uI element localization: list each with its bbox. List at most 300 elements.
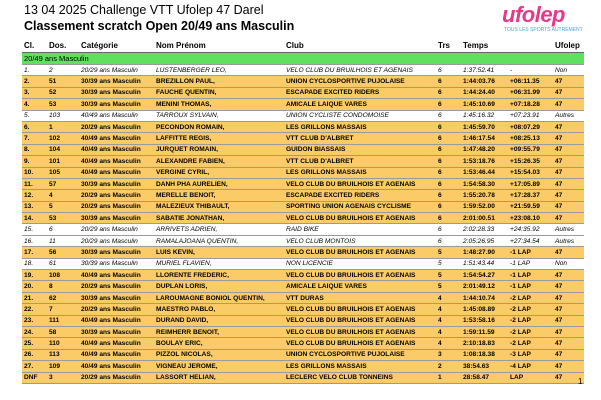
- cell-club: ESCAPADE EXCITED RIDERS: [284, 190, 436, 201]
- cell-name: BREZILLON PAUL,: [154, 76, 284, 87]
- cell-category: 20/29 ans Masculin: [79, 281, 154, 292]
- cell-time: 1:47:48.20: [461, 144, 508, 155]
- cell-laps: 6: [436, 178, 461, 189]
- col-ecart-header: [508, 39, 553, 53]
- cell-time: 1:53:18.76: [461, 156, 508, 167]
- cell-name: VERGINE CYRIL,: [154, 167, 284, 178]
- cell-bib: 7: [47, 304, 79, 315]
- cell-category: 20/29 ans Masculin: [79, 224, 154, 235]
- cell-club: VELO CLUB DU BRUILHOIS ET AGENAIS: [284, 247, 436, 258]
- cell-rank: 5.: [22, 110, 47, 121]
- cell-bib: 53: [47, 99, 79, 110]
- cell-rank: 26.: [22, 349, 47, 360]
- page-number: 1: [578, 377, 583, 386]
- cell-bib: 113: [47, 349, 79, 360]
- cell-category: 20/29 ans Masculin: [79, 304, 154, 315]
- cell-bib: 56: [47, 247, 79, 258]
- cell-club: VELO CLUB DU BRUILHOIS ET AGENAIS: [284, 338, 436, 349]
- cell-name: MURIEL FLAVIEN,: [154, 258, 284, 269]
- col-trs-header: Trs: [436, 39, 461, 53]
- cell-gap: +06:11.35: [508, 76, 553, 87]
- table-row: [22, 133, 584, 144]
- cell-time: 1:51:43.44: [461, 258, 508, 269]
- cell-rank: 4.: [22, 99, 47, 110]
- cell-name: DANH PHA AURELIEN,: [154, 178, 284, 189]
- table-row: [22, 326, 584, 337]
- group-row: [22, 53, 584, 65]
- table-row: [22, 258, 584, 269]
- cell-time: 1:44:10.74: [461, 292, 508, 303]
- table-row: [22, 87, 584, 98]
- cell-name: ALEXANDRE FABIEN,: [154, 156, 284, 167]
- cell-rank: 27.: [22, 361, 47, 372]
- cell-ufolep: 47: [553, 190, 584, 201]
- cell-rank: 12.: [22, 190, 47, 201]
- logo-tagline: TOUS LES SPORTS AUTREMENT: [504, 27, 583, 33]
- cell-ufolep: 47: [553, 99, 584, 110]
- cell-category: 20/29 ans Masculin: [79, 372, 154, 383]
- cell-club: LECLERC VELO CLUB TONNEINS: [284, 372, 436, 383]
- cell-club: VELO CLUB DU BRUILHOIS ET AGENAIS: [284, 270, 436, 281]
- cell-category: 30/39 ans Masculin: [79, 247, 154, 258]
- page-title: 13 04 2025 Challenge VTT Ufolep 47 Darel: [24, 3, 264, 17]
- cell-category: 30/39 ans Masculin: [79, 292, 154, 303]
- cell-ufolep: 47: [553, 167, 584, 178]
- cell-name: REIMHERR BENOIT,: [154, 326, 284, 337]
- cell-name: DURAND DAVID,: [154, 315, 284, 326]
- cell-bib: 53: [47, 213, 79, 224]
- table-row: [22, 281, 584, 292]
- cell-club: VELO CLUB MONTOIS: [284, 235, 436, 246]
- col-temps-header: Temps: [461, 39, 508, 53]
- cell-rank: 8.: [22, 144, 47, 155]
- cell-category: 40/49 ans Masculin: [79, 110, 154, 121]
- cell-bib: 1: [47, 121, 79, 132]
- table-row: [22, 167, 584, 178]
- cell-name: LUIS KEVIN,: [154, 247, 284, 258]
- table-row: [22, 156, 584, 167]
- cell-bib: 6: [47, 224, 79, 235]
- header-row: [22, 39, 584, 53]
- cell-category: 30/39 ans Masculin: [79, 87, 154, 98]
- cell-category: 20/29 ans Masculin: [79, 121, 154, 132]
- table-row: [22, 190, 584, 201]
- cell-category: 30/39 ans Masculin: [79, 326, 154, 337]
- cell-rank: 3.: [22, 87, 47, 98]
- cell-time: 2:05:26.95: [461, 235, 508, 246]
- cell-ufolep: 47: [553, 292, 584, 303]
- cell-rank: 14.: [22, 213, 47, 224]
- cell-name: MAESTRO PABLO,: [154, 304, 284, 315]
- col-club-header: Club: [284, 39, 436, 53]
- cell-category: 40/49 ans Masculin: [79, 270, 154, 281]
- table-row: [22, 213, 584, 224]
- cell-time: 1:44:24.40: [461, 87, 508, 98]
- cell-gap: -2 LAP: [508, 292, 553, 303]
- cell-laps: 6: [436, 65, 461, 76]
- cell-gap: -2 LAP: [508, 304, 553, 315]
- table-row: [22, 178, 584, 189]
- cell-laps: 4: [436, 304, 461, 315]
- cell-rank: 20.: [22, 281, 47, 292]
- table-row: [22, 65, 584, 76]
- cell-rank: DNF: [22, 372, 47, 383]
- cell-name: MALEZIEUX THIBAULT,: [154, 201, 284, 212]
- cell-gap: -1 LAP: [508, 258, 553, 269]
- cell-time: 1:45:08.89: [461, 304, 508, 315]
- cell-bib: 4: [47, 190, 79, 201]
- cell-name: LUSTENBERGER LEO,: [154, 65, 284, 76]
- cell-club: VELO CLUB DU BRUILHOIS ET AGENAIS: [284, 213, 436, 224]
- cell-rank: 13.: [22, 201, 47, 212]
- ufolep-logo: [502, 2, 582, 36]
- table-row: [22, 270, 584, 281]
- cell-gap: -2 LAP: [508, 326, 553, 337]
- cell-gap: +08:07.29: [508, 121, 553, 132]
- cell-gap: -1 LAP: [508, 270, 553, 281]
- cell-name: MERELLE BENOIT,: [154, 190, 284, 201]
- cell-category: 40/49 ans Masculin: [79, 349, 154, 360]
- cell-gap: +23:08.10: [508, 213, 553, 224]
- cell-laps: 5: [436, 258, 461, 269]
- cell-laps: 4: [436, 315, 461, 326]
- cell-name: TARROUX SYLVAIN,: [154, 110, 284, 121]
- cell-ufolep: Non: [553, 65, 584, 76]
- cell-bib: 2: [47, 65, 79, 76]
- cell-name: SABATIE JONATHAN,: [154, 213, 284, 224]
- cell-category: 40/49 ans Masculin: [79, 361, 154, 372]
- cell-gap: +15:54.03: [508, 167, 553, 178]
- cell-ufolep: 47: [553, 121, 584, 132]
- table-row: [22, 304, 584, 315]
- cell-time: 1:37:52.41: [461, 65, 508, 76]
- cell-laps: 6: [436, 110, 461, 121]
- cell-club: VELO CLUB DU BRUILHOIS ET AGENAIS: [284, 304, 436, 315]
- cell-gap: +15:26.35: [508, 156, 553, 167]
- cell-ufolep: 47: [553, 270, 584, 281]
- cell-club: VELO CLUB DU BRUILHOIS ET AGENAIS: [284, 326, 436, 337]
- cell-club: UNION CYCLOSPORTIVE PUJOLAISE: [284, 76, 436, 87]
- cell-club: VTT CLUB D'ALBRET: [284, 133, 436, 144]
- cell-bib: 61: [47, 258, 79, 269]
- cell-time: 1:59:52.00: [461, 201, 508, 212]
- cell-gap: +24:35.92: [508, 224, 553, 235]
- cell-gap: -1 LAP: [508, 281, 553, 292]
- cell-name: BOULAY ERIC,: [154, 338, 284, 349]
- cell-ufolep: 47: [553, 156, 584, 167]
- cell-bib: 57: [47, 178, 79, 189]
- cell-rank: 11.: [22, 178, 47, 189]
- cell-category: 30/39 ans Masculin: [79, 213, 154, 224]
- cell-gap: +07:23.91: [508, 110, 553, 121]
- cell-bib: 105: [47, 167, 79, 178]
- cell-rank: 23.: [22, 315, 47, 326]
- cell-gap: +09:55.79: [508, 144, 553, 155]
- cell-rank: 16.: [22, 235, 47, 246]
- cell-bib: 3: [47, 372, 79, 383]
- cell-category: 20/29 ans Masculin: [79, 190, 154, 201]
- cell-ufolep: 47: [553, 338, 584, 349]
- cell-name: DUPLAN LORIS,: [154, 281, 284, 292]
- cell-laps: 4: [436, 326, 461, 337]
- cell-ufolep: Autres: [553, 110, 584, 121]
- cell-time: 1:45:10.69: [461, 99, 508, 110]
- cell-bib: 58: [47, 326, 79, 337]
- cell-laps: 6: [436, 133, 461, 144]
- cell-rank: 19.: [22, 270, 47, 281]
- cell-gap: +21:59.59: [508, 201, 553, 212]
- cell-category: 30/39 ans Masculin: [79, 258, 154, 269]
- cell-gap: +07:18.28: [508, 99, 553, 110]
- cell-club: LES GRILLONS MASSAIS: [284, 121, 436, 132]
- col-nom-prenom-header: Nom Prénom: [154, 39, 284, 53]
- results-table: [22, 39, 584, 384]
- cell-category: 40/49 ans Masculin: [79, 144, 154, 155]
- cell-ufolep: 47: [553, 326, 584, 337]
- cell-name: LLORENTE FREDERIC,: [154, 270, 284, 281]
- results-body: [22, 53, 584, 384]
- cell-category: 20/29 ans Masculin: [79, 201, 154, 212]
- cell-category: 30/39 ans Masculin: [79, 99, 154, 110]
- cell-ufolep: 47: [553, 361, 584, 372]
- page-subtitle: Classement scratch Open 20/49 ans Masculin: [24, 19, 295, 33]
- cell-gap: +06:31.99: [508, 87, 553, 98]
- cell-ufolep: 47: [553, 281, 584, 292]
- group-label: 20/49 ans Masculin: [22, 53, 584, 65]
- cell-bib: 103: [47, 110, 79, 121]
- table-row: [22, 292, 584, 303]
- col-categorie-header: Catégorie: [79, 39, 154, 53]
- cell-gap: +08:25.13: [508, 133, 553, 144]
- cell-name: RAMALAJOANA QUENTIN,: [154, 235, 284, 246]
- cell-laps: 6: [436, 156, 461, 167]
- table-row: [22, 372, 584, 383]
- cell-time: 1:45:16.32: [461, 110, 508, 121]
- table-row: [22, 361, 584, 372]
- cell-bib: 8: [47, 281, 79, 292]
- cell-name: PIZZOL NICOLAS,: [154, 349, 284, 360]
- cell-club: VTT DURAS: [284, 292, 436, 303]
- cell-ufolep: 47: [553, 349, 584, 360]
- cell-club: AMICALE LAIQUE VARES: [284, 99, 436, 110]
- cell-ufolep: Non: [553, 258, 584, 269]
- cell-time: 1:54:54.27: [461, 270, 508, 281]
- cell-gap: -3 LAP: [508, 349, 553, 360]
- logo-wordmark: ufolep: [502, 2, 565, 27]
- cell-name: LASSORT HELIAN,: [154, 372, 284, 383]
- cell-rank: 9.: [22, 156, 47, 167]
- cell-gap: -2 LAP: [508, 338, 553, 349]
- cell-bib: 111: [47, 315, 79, 326]
- cell-laps: 6: [436, 190, 461, 201]
- cell-laps: 6: [436, 201, 461, 212]
- cell-laps: 5: [436, 281, 461, 292]
- cell-club: VELO CLUB DU BRUILHOIS ET AGENAIS: [284, 65, 436, 76]
- cell-time: 1:59:11.59: [461, 326, 508, 337]
- cell-bib: 109: [47, 361, 79, 372]
- cell-time: 2:01:00.51: [461, 213, 508, 224]
- cell-time: 1:44:03.76: [461, 76, 508, 87]
- cell-bib: 108: [47, 270, 79, 281]
- cell-laps: 5: [436, 270, 461, 281]
- cell-club: SPORTING UNION AGENAIS CYCLISME: [284, 201, 436, 212]
- col-dos-header: Dos.: [47, 39, 79, 53]
- cell-name: VIGNEAU JEROME,: [154, 361, 284, 372]
- cell-laps: 1: [436, 372, 461, 383]
- cell-laps: 3: [436, 349, 461, 360]
- cell-name: PECONDON ROMAIN,: [154, 121, 284, 132]
- cell-ufolep: 47: [553, 247, 584, 258]
- col-ufolep-header: Ufolep: [553, 39, 584, 53]
- cell-rank: 21.: [22, 292, 47, 303]
- cell-gap: +17:28.37: [508, 190, 553, 201]
- cell-name: LAROUMAGNE BONIOL QUENTIN,: [154, 292, 284, 303]
- cell-ufolep: 47: [553, 372, 584, 383]
- cell-bib: 11: [47, 235, 79, 246]
- cell-club: LES GRILLONS MASSAIS: [284, 361, 436, 372]
- cell-ufolep: 47: [553, 178, 584, 189]
- table-row: [22, 247, 584, 258]
- cell-laps: 6: [436, 76, 461, 87]
- cell-rank: 17.: [22, 247, 47, 258]
- cell-category: 40/49 ans Masculin: [79, 315, 154, 326]
- cell-bib: 52: [47, 87, 79, 98]
- table-row: [22, 76, 584, 87]
- cell-club: AMICALE LAIQUE VARES: [284, 281, 436, 292]
- cell-laps: 6: [436, 213, 461, 224]
- cell-rank: 18.: [22, 258, 47, 269]
- cell-rank: 22.: [22, 304, 47, 315]
- cell-bib: 104: [47, 144, 79, 155]
- cell-rank: 1.: [22, 65, 47, 76]
- cell-gap: -1 LAP: [508, 247, 553, 258]
- cell-laps: 6: [436, 99, 461, 110]
- table-row: [22, 224, 584, 235]
- cell-gap: -: [508, 65, 553, 76]
- cell-laps: 4: [436, 292, 461, 303]
- cell-category: 40/49 ans Masculin: [79, 338, 154, 349]
- cell-category: 30/39 ans Masculin: [79, 76, 154, 87]
- table-row: [22, 235, 584, 246]
- cell-ufolep: 47: [553, 213, 584, 224]
- cell-name: LAFFITTE REGIS,: [154, 133, 284, 144]
- table-row: [22, 338, 584, 349]
- cell-time: 2:01:49.12: [461, 281, 508, 292]
- table-row: [22, 99, 584, 110]
- cell-club: LES GRILLONS MASSAIS: [284, 167, 436, 178]
- cell-ufolep: Autres: [553, 224, 584, 235]
- cell-bib: 110: [47, 338, 79, 349]
- cell-category: 40/49 ans Masculin: [79, 156, 154, 167]
- cell-ufolep: 47: [553, 201, 584, 212]
- table-row: [22, 121, 584, 132]
- cell-rank: 2.: [22, 76, 47, 87]
- cell-laps: 5: [436, 247, 461, 258]
- cell-club: UNION CYCLISTE CONDOMOISE: [284, 110, 436, 121]
- cell-time: 28:58.47: [461, 372, 508, 383]
- cell-ufolep: 47: [553, 144, 584, 155]
- cell-club: UNION CYCLOSPORTIVE PUJOLAISE: [284, 349, 436, 360]
- cell-name: JURQUET ROMAIN,: [154, 144, 284, 155]
- cell-ufolep: 47: [553, 315, 584, 326]
- cell-bib: 102: [47, 133, 79, 144]
- cell-laps: 6: [436, 87, 461, 98]
- cell-laps: 6: [436, 224, 461, 235]
- cell-name: ARRIVETS ADRIEN,: [154, 224, 284, 235]
- cell-time: 1:55:20.78: [461, 190, 508, 201]
- cell-rank: 25.: [22, 338, 47, 349]
- cell-time: 38:54.63: [461, 361, 508, 372]
- cell-rank: 7.: [22, 133, 47, 144]
- cell-category: 40/49 ans Masculin: [79, 133, 154, 144]
- table-row: [22, 349, 584, 360]
- cell-bib: 101: [47, 156, 79, 167]
- cell-laps: 6: [436, 144, 461, 155]
- table-row: [22, 144, 584, 155]
- cell-rank: 24.: [22, 326, 47, 337]
- cell-bib: 5: [47, 201, 79, 212]
- cell-gap: +27:34.54: [508, 235, 553, 246]
- cell-ufolep: 47: [553, 304, 584, 315]
- cell-ufolep: Autres: [553, 235, 584, 246]
- col-cl-header: Cl.: [22, 39, 47, 53]
- cell-name: MENINI THOMAS,: [154, 99, 284, 110]
- cell-time: 2:02:28.33: [461, 224, 508, 235]
- cell-ufolep: 47: [553, 87, 584, 98]
- cell-time: 1:08:18.38: [461, 349, 508, 360]
- cell-time: 1:48:27.90: [461, 247, 508, 258]
- cell-category: 20/29 ans Masculin: [79, 65, 154, 76]
- cell-rank: 10.: [22, 167, 47, 178]
- cell-bib: 62: [47, 292, 79, 303]
- cell-gap: LAP: [508, 372, 553, 383]
- cell-gap: +17:05.89: [508, 178, 553, 189]
- cell-laps: 2: [436, 361, 461, 372]
- cell-laps: 6: [436, 121, 461, 132]
- cell-bib: 51: [47, 76, 79, 87]
- cell-time: 1:45:59.70: [461, 121, 508, 132]
- table-row: [22, 201, 584, 212]
- cell-club: VELO CLUB DU BRUILHOIS ET AGENAIS: [284, 178, 436, 189]
- cell-gap: -4 LAP: [508, 361, 553, 372]
- cell-rank: 6.: [22, 121, 47, 132]
- cell-ufolep: 47: [553, 76, 584, 87]
- table-row: [22, 315, 584, 326]
- cell-club: NON LICENCIE: [284, 258, 436, 269]
- cell-time: 1:53:46.44: [461, 167, 508, 178]
- cell-club: RAID BIKE: [284, 224, 436, 235]
- cell-time: 1:54:58.30: [461, 178, 508, 189]
- cell-category: 30/39 ans Masculin: [79, 178, 154, 189]
- cell-time: 1:53:58.16: [461, 315, 508, 326]
- cell-name: FAUCHE QUENTIN,: [154, 87, 284, 98]
- cell-club: VTT CLUB D'ALBRET: [284, 156, 436, 167]
- cell-club: ESCAPADE EXCITED RIDERS: [284, 87, 436, 98]
- cell-club: VELO CLUB DU BRUILHOIS ET AGENAIS: [284, 315, 436, 326]
- cell-time: 2:10:18.83: [461, 338, 508, 349]
- cell-laps: 6: [436, 167, 461, 178]
- cell-gap: -2 LAP: [508, 315, 553, 326]
- cell-category: 20/29 ans Masculin: [79, 235, 154, 246]
- cell-rank: 15.: [22, 224, 47, 235]
- cell-laps: 6: [436, 235, 461, 246]
- cell-time: 1:46:17.54: [461, 133, 508, 144]
- table-row: [22, 110, 584, 121]
- cell-ufolep: 47: [553, 133, 584, 144]
- cell-club: GUIDON BIASSAIS: [284, 144, 436, 155]
- cell-category: 40/49 ans Masculin: [79, 167, 154, 178]
- cell-laps: 4: [436, 338, 461, 349]
